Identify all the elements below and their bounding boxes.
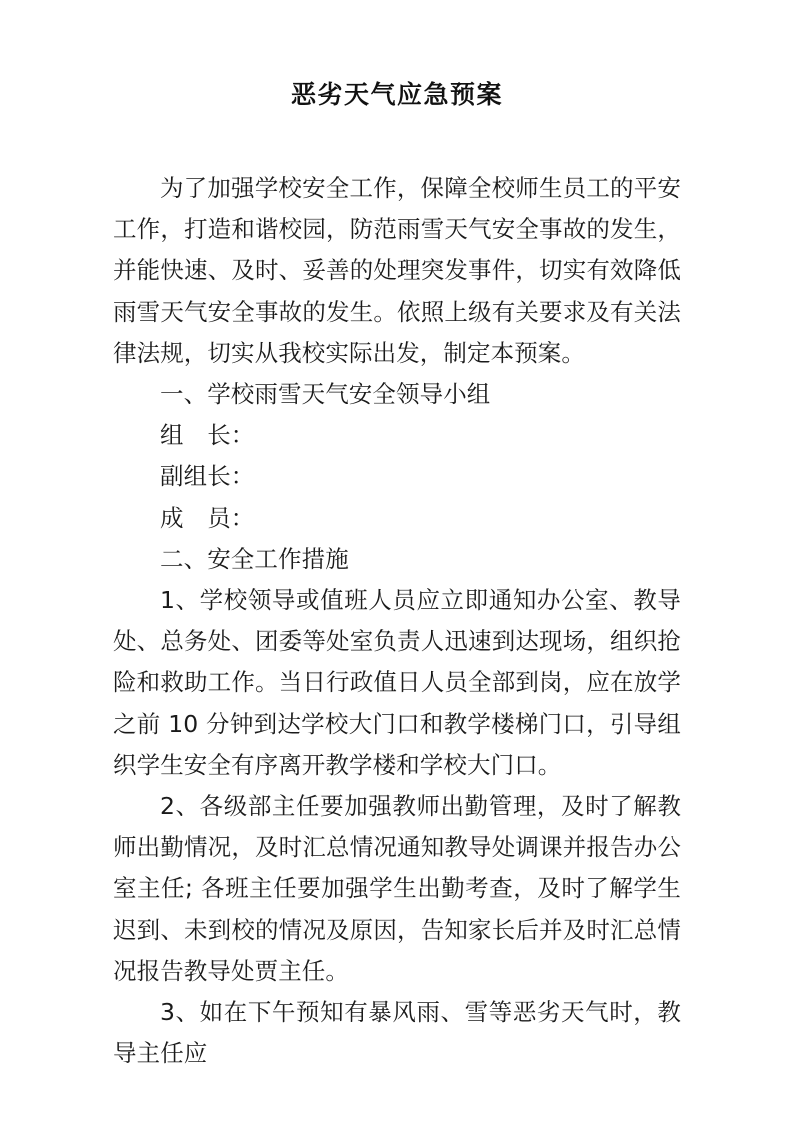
document-body (113, 78, 681, 1074)
paragraph-section-two-heading: 二、安全工作措施 (160, 544, 349, 573)
paragraph-measure-2: 2、各级部主任要加强教师出勤管理，及时了解教师出勤情况，及时汇总情况通知教导处调课并报告办公室主任; 各班主任要加强学生出勤考查，及时了解学生迟到、未到校的情况及原因，告知家长后并及时汇总情况报告教导处贾主任。 (113, 792, 681, 985)
paragraph-deputy-leader-label: 副组长： (160, 462, 255, 491)
paragraph-container (113, 168, 681, 1074)
paragraph-measure-3: 3、如在下午预知有暴风雨、雪等恶劣天气时，教导主任应 (113, 998, 681, 1068)
title-spacer (113, 112, 681, 168)
paragraph-member-label: 成 员： (160, 503, 255, 532)
paragraph-section-one-heading: 一、学校雨雪天气安全领导小组 (160, 380, 491, 409)
paragraph-intro: 为了加强学校安全工作，保障全校师生员工的平安工作，打造和谐校园，防范雨雪天气安全事故的发生，并能快速、及时、妥善的处理突发事件，切实有效降低雨雪天气安全事故的发生。依照上级有关要求及有关法律法规，切实从我校实际出发，制定本预案。 (113, 174, 681, 367)
paragraph-measure-1: 1、学校领导或值班人员应立即通知办公室、教导处、总务处、团委等处室负责人迅速到达现场，组织抢险和救助工作。当日行政值日人员全部到岗，应在放学之前 10 分钟到达学校大门口和教学楼梯门口，引导组织学生安全有序离开教学楼和学校大门口。 (113, 586, 681, 779)
document-title: 恶劣天气应急预案 (290, 80, 503, 109)
paragraph-leader-label: 组 长： (160, 421, 255, 450)
